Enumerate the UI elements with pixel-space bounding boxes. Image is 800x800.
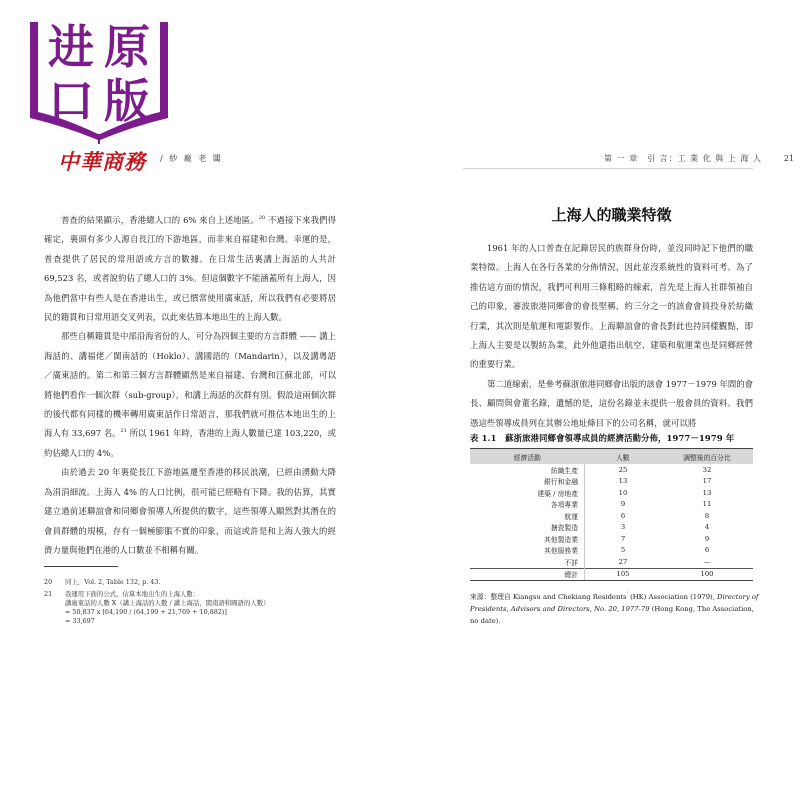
- percent-cell: 4: [704, 523, 710, 532]
- publisher-logo: [14, 14, 184, 184]
- count-cell: 5: [620, 546, 626, 555]
- activity-cell: 航運: [470, 510, 585, 522]
- count-cell: 9: [620, 500, 626, 509]
- table-row: [470, 464, 753, 476]
- left-column-body: [44, 211, 336, 560]
- body-paragraph: 第二道線索，是參考蘇浙旅港同鄉會出版的該會 1977－1979 年間的會長、顧問與會董名錄，遺憾的是，這份名錄並未提供一般會員的資料。我們憑這些領導成員列在其辦公地址條目下的公司名稱，就可以將: [470, 378, 753, 428]
- footnote-line: 同上，Vol. 2, Table 132, p. 43.: [65, 578, 161, 586]
- logo-characters: [46, 22, 152, 126]
- running-head-right: [604, 153, 794, 164]
- percent-cell: 6: [704, 546, 710, 555]
- percent-cell: 13: [702, 488, 712, 497]
- right-column-body: [470, 205, 753, 433]
- footnote-formula: = 33,697: [65, 617, 95, 625]
- body-paragraph: 普查的結果顯示，香港總人口的 6% 來自上述地區。$^{20}$ 不過接下來我們得確定，裏頭有多少人源自長江的下游地區，而非來自福建和台灣。幸運的是，普查提供了居民的常用語或方言的數據。在日常生活裏講上海話的人共計 69,523 名，或者說約佔了總人口的 3%。但這個數字不能涵蓋所有上海人，因為他們當中有些人是在香港出生，或已慣常使用廣東話，所以我們有必要將居民的籍貫和日常用語交叉列表，以此來估算本地出生的上海人數。: [44, 215, 337, 323]
- activity-cell: 搪瓷製造: [470, 522, 585, 534]
- table-row: [470, 522, 753, 534]
- percent-cell: —: [703, 557, 711, 566]
- activity-cell: 銀行和金融: [470, 476, 585, 488]
- body-paragraph: 1961 年的人口普查在記錄居民的族群身份時，並沒同時記下他們的職業特徵。上海人在各行各業的分佈情況，因此並沒系統性的資料可考。為了推估這方面的情況，我們可利用三條粗略的線索，首先是上海人社群領袖自己的印象，審波旅港同鄉會的會長堅稱，約三分之一的該會會員投身於紡織行業，其次則是航運和電影製作。上海聯誼會的會長對此也持同樣觀點，即上海人主要是以製紡為業，此外他還指出航空、建築和航運業也是同鄉經營的重要行業。: [470, 243, 753, 370]
- table-row: [470, 476, 753, 488]
- table-row: [470, 487, 753, 499]
- footnote-number: 21: [44, 590, 53, 598]
- count-cell: 27: [618, 557, 628, 566]
- table-total-row: [470, 568, 753, 581]
- count-cell: 3: [620, 523, 626, 532]
- column-header: 人數: [585, 449, 662, 465]
- activity-cell: 不詳: [470, 556, 585, 568]
- table-row: [470, 556, 753, 568]
- logo-char-jin: 进: [48, 20, 94, 74]
- percent-cell: 9: [704, 534, 710, 543]
- header-rule: [463, 168, 753, 169]
- footnote: [44, 578, 336, 587]
- count-cell: 6: [620, 511, 626, 520]
- table-row: [470, 533, 753, 545]
- running-head-left: ∕ 紗 廠 老 闆: [160, 154, 223, 163]
- percent-cell: 8: [704, 511, 710, 520]
- activity-cell: 其他製造業: [470, 533, 585, 545]
- column-header: 調整後的百分比: [661, 449, 753, 465]
- table-source-note: 來源：整理自 Kiangsu and Chekiang Residents' (HK) Association (1979), Directory of Presidents, Advisors and Directors, No. 20, 1977-79 (Hong Kong, The Association, no date).: [470, 591, 759, 625]
- logo-char-ban: 版: [104, 74, 150, 128]
- body-paragraph: 那些自稱籍貫是中部沿海省份的人，可分為四個主要的方言群體 —— 講上海話的、講福佬／閩南話的（Hoklo）、講國語的（Mandarin），以及講粵語／廣東話的。第二和第三個方言群體顯然是來自福建、台灣和江蘇北部，可以將他們看作一個次群（sub-group），和講上海話的次群有別。假設這兩個次群的後代都有同樣的機率轉用廣東話作日常語言，那我們就可推估本地出生的上海人有 33,697 名。$^{21}$ 所以 1961 年時，香港的上海人數量已達 103,220，或約佔總人口的 4%。: [44, 331, 336, 458]
- body-paragraph: 由於過去 20 年裏從長江下游地區遷至香港的移民浪潮，已經由湧動大降為涓涓細流。上海人 4% 的人口比例，很可能已經略有下降。我的估算，其實建立過前述聯誼會和同鄉會領導人所提供的數字，這些領導人顯然對其潛在的會員群體的規模，存有一個極膨脹不實的印象，而這或許是和上海人強大的經濟力量與他們在港的人口數並不相稱有關。: [44, 467, 336, 555]
- logo-char-kou: 口: [48, 74, 94, 128]
- publisher-name: 中華商務: [58, 149, 146, 174]
- activity-cell: 各項專業: [470, 499, 585, 511]
- activity-cell: 其他服務業: [470, 545, 585, 557]
- percent-cell: 32: [702, 465, 712, 474]
- total-cell: 總計: [470, 568, 585, 581]
- footnote-rule: [44, 566, 118, 567]
- section-title: 上海人的職業特徵: [551, 206, 672, 224]
- count-cell: 13: [618, 477, 628, 486]
- footnote-ref[interactable]: 21: [120, 428, 127, 435]
- footnote-ref[interactable]: 20: [258, 215, 266, 221]
- footnote: [44, 590, 336, 626]
- percent-cell: 11: [702, 500, 712, 509]
- count-cell: 7: [620, 534, 626, 543]
- table-row: [470, 499, 753, 511]
- source-title: Directory of Presidents, Advisors and Directors, No. 20, 1977-79: [470, 593, 759, 613]
- footnote-formula: = 50,837 x [64,190 ∕ (64,190 + 21,769 + 10,882)]: [65, 608, 227, 616]
- activity-cell: 建築 ∕ 房地產: [470, 487, 585, 499]
- distribution-table: [470, 448, 753, 581]
- total-cell: 100: [661, 568, 753, 581]
- chapter-title: 第 一 章 引 言：工 業 化 與 上 海 人: [604, 154, 762, 163]
- footnotes: [44, 578, 336, 629]
- footnote-number: 20: [44, 578, 53, 586]
- activity-cell: 紡織生產: [470, 464, 585, 476]
- table-row: [470, 510, 753, 522]
- page-number: 21: [783, 154, 795, 163]
- count-cell: 10: [618, 488, 628, 497]
- table-body: [470, 464, 753, 581]
- count-cell: 25: [618, 465, 628, 474]
- footnote-line: 我運用下面的公式，估算本地出生的上海人數：: [65, 590, 200, 598]
- footnote-formula: 講廣東話的人數 X（講上海話的人數 ∕ 講上海話、閩南語和國語的人數）: [65, 599, 270, 607]
- percent-cell: 17: [702, 477, 712, 486]
- table-row: [470, 545, 753, 557]
- table-header-row: [470, 449, 753, 465]
- logo-char-yuan: 原: [104, 20, 150, 74]
- table-title: 表 1.1 蘇浙旅港同鄉會領導成員的經濟活動分佈，1977－1979 年: [470, 433, 735, 443]
- total-cell: 105: [585, 568, 662, 581]
- column-header: 經濟活動: [470, 449, 585, 465]
